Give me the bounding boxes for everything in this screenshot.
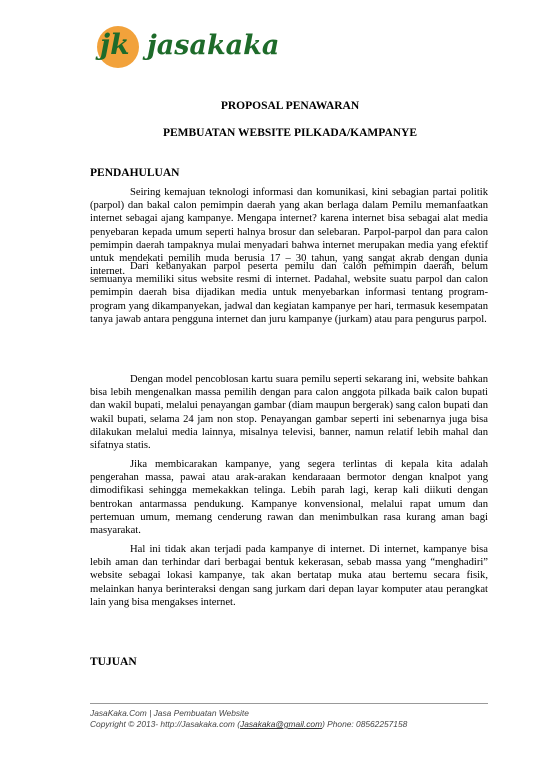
paragraph-3: Dengan model pencoblosan kartu suara pemilu seperti sekarang ini, website bahkan bisa lebih mengenalkan massa pemilih dengan para calon anggota pilkada baik calon bupati dan wakil bupati, melalui penayangan gambar (diam maupun bergerak) sang calon bupati dan wakil bupati, selama 24 jam non stop. Penayangan gambar seperti ini sebenarnya juga bisa dilakukan melalui media lainnya, misalnya televisi, banner, namun relatif lebih mahal dan sifatnya statis. bbox=[90, 374, 488, 452]
logo-wordmark: jasakaka bbox=[147, 30, 280, 61]
paragraph-4: Jika membicarakan kampanye, yang segera terlintas di kepala kita adalah pengerahan massa, pawai atau arak-arakan kendaraaan bermotor dengan knalpot yang dimodifikasi sehingga memekakkan telinga. Lebih parah lagi, kerap kali diikuti dengan bentrokan antarmassa pendukung. Kampanye konvensional, melalui rapat umum dan pertemuan umum, memang cenderung rawan dan menimbulkan rasa kurang aman bagi masyarakat. bbox=[90, 459, 488, 537]
page-footer bbox=[90, 703, 488, 730]
document-title: PROPOSAL PENAWARAN bbox=[220, 100, 360, 112]
paragraph-5: Hal ini tidak akan terjadi pada kampanye di internet. Di internet, kampanye bisa lebih aman dan terhindar dari berbagai bentuk kekerasan, sebab massa yang “menghadiri” website sebagai lokasi kampanye, tak akan bertatap muka atau bertemu secara fisik, melainkan hanya berinteraksi dengan sang jurkam dari depan layar komputer atau perangkat lain yang bisa mengakses internet. bbox=[90, 544, 488, 608]
document-subtitle: PEMBUATAN WEBSITE PILKADA/KAMPANYE bbox=[162, 127, 418, 139]
jasakaka-logo bbox=[97, 24, 280, 70]
paragraph-2: Dari kebanyakan parpol peserta pemilu dan calon pemimpin daerah, belum semuanya memiliki situs website resmi di internet. Padahal, website suatu parpol dan calon pemimpin daerah bisa dijadikan media untuk menyebarkan informasi tentang program-program yang dikampanyekan, jadwal dan kegiatan kampanye per hari, termasuk kesempatan tanya jawab antara pengguna internet dan juru kampanye (jurkam) atau para pengurus parpol. bbox=[90, 261, 488, 325]
footer-email-link[interactable]: Jasakaka@gmail.com bbox=[240, 719, 323, 729]
section-heading-pendahuluan: PENDAHULUAN bbox=[90, 167, 180, 179]
footer-line-2 bbox=[90, 719, 488, 730]
footer-line-1: JasaKaka.Com | Jasa Pembuatan Website bbox=[90, 708, 249, 718]
logo-mark: jk bbox=[100, 28, 130, 61]
footer-phone: ) Phone: 08562257158 bbox=[322, 719, 408, 729]
section-heading-tujuan: TUJUAN bbox=[90, 656, 137, 668]
footer-copyright: Copyright © 2013- http://Jasakaka.com ( bbox=[90, 719, 241, 729]
paragraph-1: Seiring kemajuan teknologi informasi dan komunikasi, kini sebagian partai politik (parpol) dan bakal calon pemimpin daerah yang akan berlaga dalam Pemilu memanfaatkan internet sebagai ajang kampanye. Mengapa internet? karena internet bisa sebagai alat media penyebaran kepada umum seperti halnya brosur dan selebaran. Parpol-parpol dan para calon pemimpin daerah tampaknya mulai menyadari bahwa internet merupakan media yang efektif untuk mendekati pemilih muda berusia 17 – 30 tahun, yang sangat akrab dengan dunia internet. bbox=[90, 187, 488, 278]
